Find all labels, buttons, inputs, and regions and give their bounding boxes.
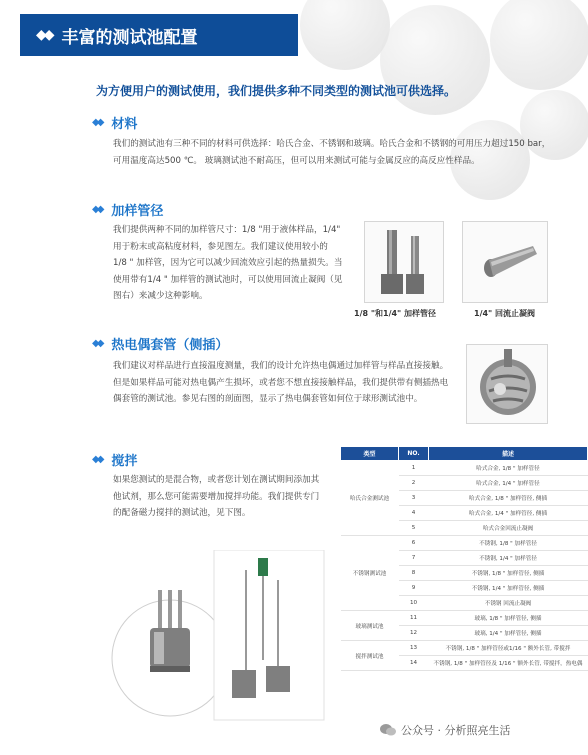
type-cell: 哈氏合金测试池: [341, 461, 399, 536]
no-cell: 12: [399, 626, 429, 641]
background-sphere: [490, 0, 588, 90]
section-title: 搅拌: [111, 454, 138, 469]
valve-photo: [462, 221, 548, 303]
desc-cell: 玻璃, 1/8 " 加样管径, 侧插: [429, 611, 588, 626]
no-cell: 2: [399, 476, 429, 491]
no-cell: 13: [399, 641, 429, 656]
table-row: [341, 461, 588, 476]
section-title: 热电偶套管（侧插）: [111, 338, 229, 353]
desc-cell: 不锈钢 回流止凝阀: [429, 596, 588, 611]
desc-cell: 哈式合金, 1/4 " 加样管径: [429, 476, 588, 491]
section-heading-stirring: [92, 450, 137, 469]
no-cell: 14: [399, 656, 429, 671]
desc-cell: 不锈钢, 1/4 " 加样管径, 侧插: [429, 581, 588, 596]
stirring-cell-illustration: [108, 550, 328, 750]
no-cell: 8: [399, 566, 429, 581]
page-title: 丰富的测试池配置: [61, 27, 198, 48]
type-cell: 搅拌测试池: [341, 641, 399, 671]
desc-cell: 不锈钢, 1/4 " 加样管径: [429, 551, 588, 566]
desc-cell: 玻璃, 1/4 " 加样管径, 侧插: [429, 626, 588, 641]
no-cell: 5: [399, 521, 429, 536]
no-cell: 11: [399, 611, 429, 626]
no-cell: 9: [399, 581, 429, 596]
desc-cell: 哈式合金回流止凝阀: [429, 521, 588, 536]
column-header: NO.: [399, 447, 429, 461]
table-row: [341, 611, 588, 626]
table-header-row: [341, 447, 588, 461]
thermocouple-paragraph: 我们建议对样品进行直接温度测量，我们的设计允许热电偶通过加样管与样品直接接触。但是如果样品可能对热电偶产生损坏，或者您不想直接接触样品，我们提供带有侧插热电偶套管的测试池。参见右图的剖面图，显示了热电偶套管如何位于球形测试池中。: [113, 361, 449, 404]
tubing-caption: 1/8 "和1/4" 加样管径: [354, 309, 437, 318]
diamond-icon: ◆◆: [36, 27, 52, 43]
column-header: 类型: [341, 447, 399, 461]
sphere-cutaway-photo: [466, 344, 548, 424]
material-paragraph: 我们的测试池有三种不同的材料可供选择：哈氏合金、不锈钢和玻璃。哈氏合金和不锈钢的可用压力超过150 bar，可用温度高达500 ℃。 玻璃测试池不耐高压，但可以用来测试可能与金属反应的高反应性样品。: [113, 139, 551, 166]
type-cell: 不锈钢测试池: [341, 536, 399, 611]
diamond-icon: ◆◆: [92, 338, 102, 349]
desc-cell: 不锈钢, 1/8 " 加样管径或1/16 " 额外长管, 带搅拌: [429, 641, 588, 656]
tubing-photo: [364, 221, 444, 303]
desc-cell: 不锈钢, 1/8 " 加样管径: [429, 536, 588, 551]
no-cell: 4: [399, 506, 429, 521]
watermark: [380, 722, 511, 738]
watermark-text: 公众号 · 分析照亮生活: [401, 724, 511, 737]
desc-cell: 哈式合金, 1/8 " 加样管径, 侧插: [429, 491, 588, 506]
desc-cell: 哈式合金, 1/8 " 加样管径: [429, 461, 588, 476]
table-row: [341, 641, 588, 656]
stirring-paragraph: 如果您测试的是混合物，或者您计划在测试期间添加其他试剂，那么您可能需要增加搅拌功能。我们提供专门的配备磁力搅拌的测试池，见下图。: [113, 475, 320, 518]
section-heading-tubing: [92, 200, 163, 219]
column-header: 描述: [429, 447, 588, 461]
no-cell: 6: [399, 536, 429, 551]
desc-cell: 不锈钢, 1/8 " 加样管径, 侧插: [429, 566, 588, 581]
diamond-icon: ◆◆: [92, 454, 102, 465]
no-cell: 10: [399, 596, 429, 611]
desc-cell: 哈式合金, 1/4 " 加样管径, 侧插: [429, 506, 588, 521]
tubing-paragraph: 我们提供两种不同的加样管尺寸：1/8 "用于液体样品，1/4" 用于粉末或高粘度材料，参见图左。我们建议使用较小的 1/8 " 加样管，因为它可以减少回流效应引起的热量损失。当使用带有1/4 " 加样管的测试池时，可以使用回流止凝阀（见图右）来减少这种影响。: [113, 225, 343, 301]
type-cell: 玻璃测试池: [341, 611, 399, 641]
section-heading-thermocouple: [92, 334, 228, 353]
section-banner: [20, 14, 298, 56]
table-row: [341, 536, 588, 551]
wechat-icon: [380, 724, 396, 736]
no-cell: 3: [399, 491, 429, 506]
desc-cell: 不锈钢, 1/8 " 加样管径及 1/16 " 额外长管, 带搅拌，热电偶: [429, 656, 588, 671]
valve-caption: 1/4" 回流止凝阀: [474, 309, 536, 318]
no-cell: 1: [399, 461, 429, 476]
section-title: 加样管径: [111, 204, 164, 219]
no-cell: 7: [399, 551, 429, 566]
diamond-icon: ◆◆: [92, 204, 102, 215]
diamond-icon: ◆◆: [92, 117, 102, 128]
section-title: 材料: [111, 117, 138, 132]
test-cell-table: [340, 446, 588, 671]
section-heading-material: [92, 113, 137, 132]
background-sphere: [300, 0, 390, 70]
intro-text: 为方便用户的测试使用，我们提供多种不同类型的测试池可供选择。: [96, 84, 457, 98]
